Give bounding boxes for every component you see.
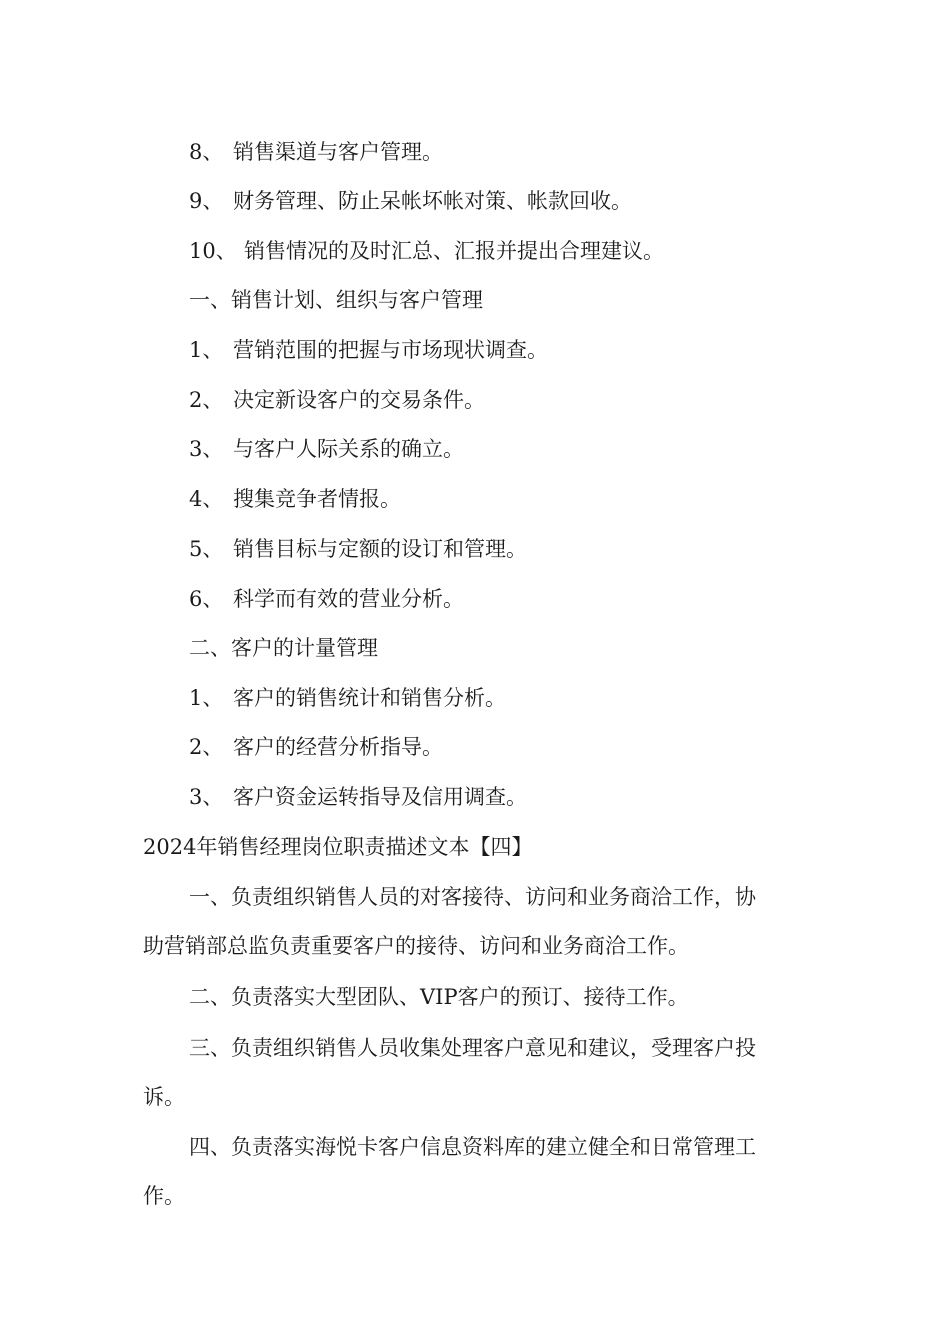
list-item <box>189 733 443 761</box>
paragraph-line: 诉。 <box>143 1085 185 1109</box>
list-item <box>189 336 548 364</box>
list-item-number: 5、 <box>189 537 224 561</box>
list-item-text: 客户的经营分析指导。 <box>233 735 443 759</box>
list-item-text: 客户的销售统计和销售分析。 <box>233 686 506 710</box>
list-item-number: 3、 <box>189 437 224 461</box>
list-item-number: 1、 <box>189 686 224 710</box>
paragraph-line: 一、负责组织销售人员的对客接待、访问和业务商洽工作，协 <box>189 885 756 909</box>
list-item-text: 营销范围的把握与市场现状调查。 <box>233 338 548 362</box>
paragraph-line: 助营销部总监负责重要客户的接待、访问和业务商洽工作。 <box>143 934 689 958</box>
list-item-text: 销售渠道与客户管理。 <box>233 140 443 164</box>
list-item-text: 财务管理、防止呆帐坏帐对策、帐款回收。 <box>233 189 632 213</box>
list-item <box>189 783 527 811</box>
list-item-number: 8、 <box>189 140 224 164</box>
list-item-number: 9、 <box>189 189 224 213</box>
list-item-text: 搜集竞争者情报。 <box>233 487 401 511</box>
section-heading: 二、客户的计量管理 <box>189 636 378 660</box>
list-item-number: 2、 <box>189 735 224 759</box>
list-item-text: 销售情况的及时汇总、汇报并提出合理建议。 <box>244 239 664 263</box>
list-item-text: 与客户人际关系的确立。 <box>233 437 464 461</box>
list-item-text: 科学而有效的营业分析。 <box>233 587 464 611</box>
section-heading: 一、销售计划、组织与客户管理 <box>189 288 483 312</box>
list-item-number: 1、 <box>189 338 224 362</box>
document-title: 2024年销售经理岗位职责描述文本【四】 <box>143 835 533 859</box>
list-item <box>189 138 443 166</box>
list-item <box>189 485 401 513</box>
list-item-text: 决定新设客户的交易条件。 <box>233 388 485 412</box>
paragraph-line: 作。 <box>143 1184 185 1208</box>
list-item-number: 6、 <box>189 587 224 611</box>
list-item <box>189 187 632 215</box>
list-item-number: 3、 <box>189 785 224 809</box>
list-item-number: 4、 <box>189 487 224 511</box>
list-item <box>189 435 464 463</box>
list-item <box>189 585 464 613</box>
list-item <box>189 535 527 563</box>
list-item-text: 客户资金运转指导及信用调查。 <box>233 785 527 809</box>
list-item-number: 2、 <box>189 388 224 412</box>
list-item-text: 销售目标与定额的设订和管理。 <box>233 537 527 561</box>
list-item-number: 10、 <box>189 239 237 263</box>
list-item <box>189 684 506 712</box>
list-item <box>189 386 485 414</box>
paragraph-line: 四、负责落实海悦卡客户信息资料库的建立健全和日常管理工 <box>189 1135 756 1159</box>
paragraph-line: 三、负责组织销售人员收集处理客户意见和建议，受理客户投 <box>189 1036 756 1060</box>
list-item <box>189 237 664 265</box>
paragraph-line: 二、负责落实大型团队、VIP客户的预订、接待工作。 <box>189 985 689 1009</box>
